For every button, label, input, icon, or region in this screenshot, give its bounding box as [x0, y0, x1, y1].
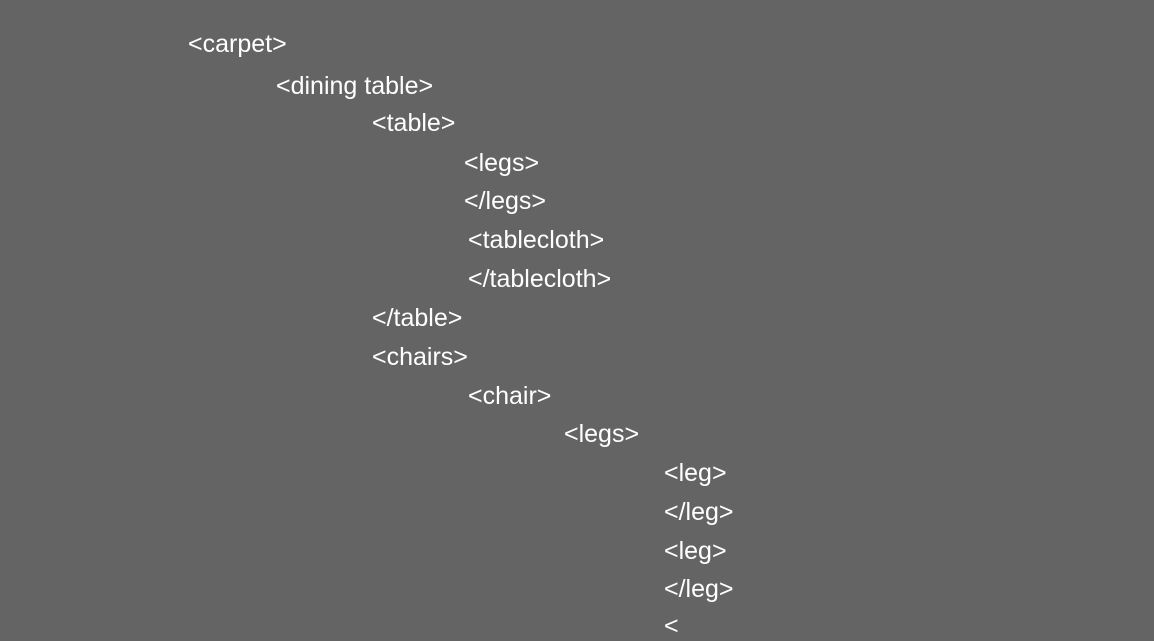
tag-leg-open-2: <leg> [664, 537, 727, 565]
tag-chair-open: <chair> [468, 382, 552, 410]
tag-table-open: <table> [372, 109, 456, 137]
tag-tablecloth-close: </tablecloth> [468, 265, 612, 293]
tag-table-legs-close: </legs> [464, 187, 547, 215]
tag-table-legs-open: <legs> [464, 149, 540, 177]
tag-leg-close-1: </leg> [664, 498, 734, 526]
tag-chairs-open: <chairs> [372, 343, 468, 371]
tag-table-close: </table> [372, 304, 463, 332]
tag-leg-open-1: <leg> [664, 459, 727, 487]
tag-leg-close-2: </leg> [664, 575, 734, 603]
tag-tablecloth-open: <tablecloth> [468, 226, 605, 254]
tag-carpet-open: <carpet> [188, 30, 287, 58]
tag-chair-legs-open: <legs> [564, 420, 640, 448]
tag-cut-off: < [664, 612, 679, 640]
tag-dining-table-open: <dining table> [276, 72, 434, 100]
